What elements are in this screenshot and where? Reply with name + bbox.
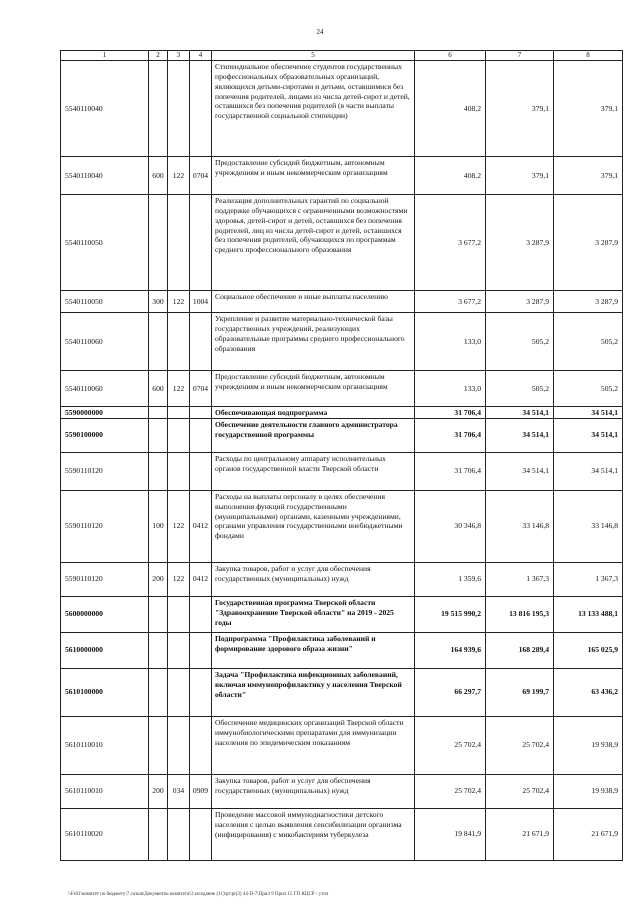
admin-code-cell	[168, 313, 190, 371]
table-row	[61, 291, 623, 313]
admin-code-cell: 122	[168, 562, 190, 596]
amount-col7-cell: 34 514,1	[486, 407, 554, 419]
budget-code-cell: 5590110120	[61, 452, 149, 490]
admin-code-cell: 122	[168, 157, 190, 195]
amount-col6-cell: 408,2	[415, 157, 486, 195]
table-row	[61, 407, 623, 419]
expense-type-cell	[149, 668, 168, 716]
section-code-cell	[190, 313, 212, 371]
amount-col6-cell: 133,0	[415, 313, 486, 371]
item-name-cell: Задача "Профилактика инфекционных заболеваний, включая иммунопрофилактику у населения Тверской области"	[212, 668, 415, 716]
admin-code-cell	[168, 632, 190, 668]
budget-code-cell: 5590110120	[61, 562, 149, 596]
table-row	[61, 313, 623, 371]
col-header: 8	[554, 51, 623, 61]
table-header-row	[61, 51, 623, 61]
amount-col7-cell: 3 287,9	[486, 291, 554, 313]
amount-col7-cell: 25 702,4	[486, 774, 554, 808]
item-name-cell: Реализация дополнительных гарантий по социальной поддержке обучающихся с ограниченными возможностями здоровья, детей-сирот и детей, оставшихся без попечения родителей, лиц из числа детей-сирот и детей, оставшихся без попечения родителей, обучающихся по программам среднего профессионального образования	[212, 195, 415, 291]
amount-col8-cell: 19 938,9	[554, 774, 623, 808]
table-row	[61, 195, 623, 291]
amount-col7-cell: 168 289,4	[486, 632, 554, 668]
table-row	[61, 418, 623, 452]
section-code-cell	[190, 632, 212, 668]
budget-code-cell: 5610000000	[61, 632, 149, 668]
amount-col8-cell: 19 938,9	[554, 716, 623, 774]
amount-col8-cell: 34 514,1	[554, 407, 623, 419]
table-row	[61, 716, 623, 774]
page-number: 24	[316, 28, 324, 36]
amount-col8-cell: 63 436,2	[554, 668, 623, 716]
expense-type-cell	[149, 452, 168, 490]
section-code-cell: 0412	[190, 490, 212, 562]
admin-code-cell	[168, 195, 190, 291]
item-name-cell: Укрепление и развитие материально-технической базы государственных учреждений, реализующих образовательные программы среднего профессионального образования	[212, 313, 415, 371]
amount-col8-cell: 165 025,9	[554, 632, 623, 668]
budget-code-cell: 5590100000	[61, 418, 149, 452]
item-name-cell: Расходы на выплаты персоналу в целях обеспечения выполнения функций государственными (муниципальными) органами, казенными учреждениями, органами управления государственными внебюджетными фондами	[212, 490, 415, 562]
item-name-cell: Обеспечивающая подпрограмма	[212, 407, 415, 419]
section-code-cell: 1004	[190, 291, 212, 313]
amount-col8-cell: 3 287,9	[554, 291, 623, 313]
budget-table	[60, 50, 623, 861]
amount-col7-cell: 3 287,9	[486, 195, 554, 291]
expense-type-cell	[149, 407, 168, 419]
section-code-cell: 0412	[190, 562, 212, 596]
budget-code-cell: 5600000000	[61, 596, 149, 632]
admin-code-cell	[168, 452, 190, 490]
item-name-cell: Стипендиальное обеспечение студентов государственных профессиональных образовательных организаций, являющихся детьми-сиротами и детьми, оставшимися без попечения родителей, лицами из числа детей-сирот и детей, оставшихся без попечения родителей (в части выплаты государственной социальной стипендии)	[212, 61, 415, 157]
amount-col7-cell: 21 671,9	[486, 808, 554, 860]
section-code-cell: 0704	[190, 371, 212, 407]
admin-code-cell: 122	[168, 371, 190, 407]
budget-code-cell: 5610110020	[61, 808, 149, 860]
table-row	[61, 157, 623, 195]
amount-col6-cell: 66 297,7	[415, 668, 486, 716]
amount-col7-cell: 34 514,1	[486, 418, 554, 452]
amount-col6-cell: 30 346,8	[415, 490, 486, 562]
budget-code-cell: 5540110060	[61, 313, 149, 371]
table-row	[61, 452, 623, 490]
admin-code-cell: 122	[168, 291, 190, 313]
amount-col6-cell: 19 515 990,2	[415, 596, 486, 632]
amount-col6-cell: 164 939,6	[415, 632, 486, 668]
section-code-cell	[190, 61, 212, 157]
col-header: 6	[415, 51, 486, 61]
amount-col6-cell: 31 706,4	[415, 407, 486, 419]
section-code-cell: 0909	[190, 774, 212, 808]
item-name-cell: Расходы по центральному аппарату исполнительных органов государственной власти Тверской области	[212, 452, 415, 490]
admin-code-cell	[168, 808, 190, 860]
expense-type-cell	[149, 418, 168, 452]
amount-col8-cell: 33 146,8	[554, 490, 623, 562]
amount-col6-cell: 3 677,2	[415, 195, 486, 291]
col-header: 4	[190, 51, 212, 61]
col-header: 5	[212, 51, 415, 61]
table-row	[61, 562, 623, 596]
admin-code-cell	[168, 407, 190, 419]
admin-code-cell	[168, 418, 190, 452]
amount-col8-cell: 13 133 488,1	[554, 596, 623, 632]
section-code-cell	[190, 716, 212, 774]
section-code-cell	[190, 452, 212, 490]
table-row	[61, 774, 623, 808]
expense-type-cell	[149, 313, 168, 371]
section-code-cell	[190, 195, 212, 291]
admin-code-cell	[168, 668, 190, 716]
section-code-cell	[190, 808, 212, 860]
amount-col8-cell: 1 367,3	[554, 562, 623, 596]
file-path-footer: \\Fs01\комитет по бюджету\7 созыв\Документы комитета\3 заседание (11)\pr\pr(3) 44-П-7\Прил 9 Прил 15 ГП КЦСР - уточ	[68, 892, 329, 897]
amount-col6-cell: 3 677,2	[415, 291, 486, 313]
section-code-cell: 0704	[190, 157, 212, 195]
section-code-cell	[190, 418, 212, 452]
table-row	[61, 371, 623, 407]
item-name-cell: Подпрограмма "Профилактика заболеваний и формирование здорового образа жизни"	[212, 632, 415, 668]
item-name-cell: Социальное обеспечение и иные выплаты населению	[212, 291, 415, 313]
admin-code-cell	[168, 716, 190, 774]
expense-type-cell: 100	[149, 490, 168, 562]
budget-code-cell: 5590110120	[61, 490, 149, 562]
budget-code-cell: 5540110040	[61, 157, 149, 195]
expense-type-cell	[149, 716, 168, 774]
amount-col6-cell: 19 841,9	[415, 808, 486, 860]
admin-code-cell	[168, 596, 190, 632]
amount-col8-cell: 3 287,9	[554, 195, 623, 291]
amount-col6-cell: 31 706,4	[415, 452, 486, 490]
amount-col6-cell: 25 702,4	[415, 716, 486, 774]
item-name-cell: Государственная программа Тверской области "Здравоохранение Тверской области" на 2019 - 2025 годы	[212, 596, 415, 632]
amount-col8-cell: 505,2	[554, 313, 623, 371]
expense-type-cell: 200	[149, 562, 168, 596]
budget-code-cell: 5610110010	[61, 774, 149, 808]
amount-col7-cell: 379,1	[486, 157, 554, 195]
amount-col6-cell: 25 702,4	[415, 774, 486, 808]
budget-code-cell: 5540110040	[61, 61, 149, 157]
table-row	[61, 668, 623, 716]
table-row	[61, 632, 623, 668]
amount-col6-cell: 408,2	[415, 61, 486, 157]
budget-code-cell: 5540110050	[61, 291, 149, 313]
col-header: 1	[61, 51, 149, 61]
table-row	[61, 61, 623, 157]
admin-code-cell: 122	[168, 490, 190, 562]
section-code-cell	[190, 596, 212, 632]
admin-code-cell: 034	[168, 774, 190, 808]
amount-col7-cell: 34 514,1	[486, 452, 554, 490]
section-code-cell	[190, 668, 212, 716]
expense-type-cell	[149, 808, 168, 860]
col-header: 7	[486, 51, 554, 61]
item-name-cell: Предоставление субсидий бюджетным, автономным учреждениям и иным некоммерческим организациям	[212, 371, 415, 407]
amount-col7-cell: 1 367,3	[486, 562, 554, 596]
item-name-cell: Обеспечение деятельности главного администратора государственной программы	[212, 418, 415, 452]
expense-type-cell: 600	[149, 371, 168, 407]
amount-col6-cell: 1 359,6	[415, 562, 486, 596]
amount-col7-cell: 379,1	[486, 61, 554, 157]
amount-col6-cell: 133,0	[415, 371, 486, 407]
amount-col7-cell: 69 199,7	[486, 668, 554, 716]
expense-type-cell	[149, 61, 168, 157]
amount-col8-cell: 379,1	[554, 61, 623, 157]
amount-col7-cell: 25 702,4	[486, 716, 554, 774]
amount-col8-cell: 34 514,1	[554, 452, 623, 490]
amount-col8-cell: 34 514,1	[554, 418, 623, 452]
amount-col8-cell: 505,2	[554, 371, 623, 407]
amount-col7-cell: 33 146,8	[486, 490, 554, 562]
budget-code-cell: 5540110060	[61, 371, 149, 407]
budget-code-cell: 5610100000	[61, 668, 149, 716]
item-name-cell: Закупка товаров, работ и услуг для обеспечения государственных (муниципальных) нужд	[212, 562, 415, 596]
budget-code-cell: 5590000000	[61, 407, 149, 419]
amount-col8-cell: 21 671,9	[554, 808, 623, 860]
expense-type-cell: 600	[149, 157, 168, 195]
expense-type-cell: 200	[149, 774, 168, 808]
expense-type-cell	[149, 596, 168, 632]
amount-col6-cell: 31 706,4	[415, 418, 486, 452]
admin-code-cell	[168, 61, 190, 157]
expense-type-cell: 300	[149, 291, 168, 313]
amount-col8-cell: 379,1	[554, 157, 623, 195]
amount-col7-cell: 505,2	[486, 313, 554, 371]
budget-code-cell: 5540110050	[61, 195, 149, 291]
col-header: 2	[149, 51, 168, 61]
item-name-cell: Обеспечение медицинских организаций Тверской области иммунобиологическими препаратами для иммунизации населения по эпидемическим показаниям	[212, 716, 415, 774]
col-header: 3	[168, 51, 190, 61]
item-name-cell: Проведение массовой иммунодиагностики детского населения с целью выявления сенсибилизации организма (инфицирования) с микобактериям туберкулеза	[212, 808, 415, 860]
table-row	[61, 596, 623, 632]
table-row	[61, 808, 623, 860]
expense-type-cell	[149, 195, 168, 291]
item-name-cell: Предоставление субсидий бюджетным, автономным учреждениям и иным некоммерческим организациям	[212, 157, 415, 195]
amount-col7-cell: 13 816 195,3	[486, 596, 554, 632]
table-body	[61, 51, 623, 861]
expense-type-cell	[149, 632, 168, 668]
section-code-cell	[190, 407, 212, 419]
item-name-cell: Закупка товаров, работ и услуг для обеспечения государственных (муниципальных) нужд	[212, 774, 415, 808]
table-row	[61, 490, 623, 562]
amount-col7-cell: 505,2	[486, 371, 554, 407]
budget-code-cell: 5610110010	[61, 716, 149, 774]
